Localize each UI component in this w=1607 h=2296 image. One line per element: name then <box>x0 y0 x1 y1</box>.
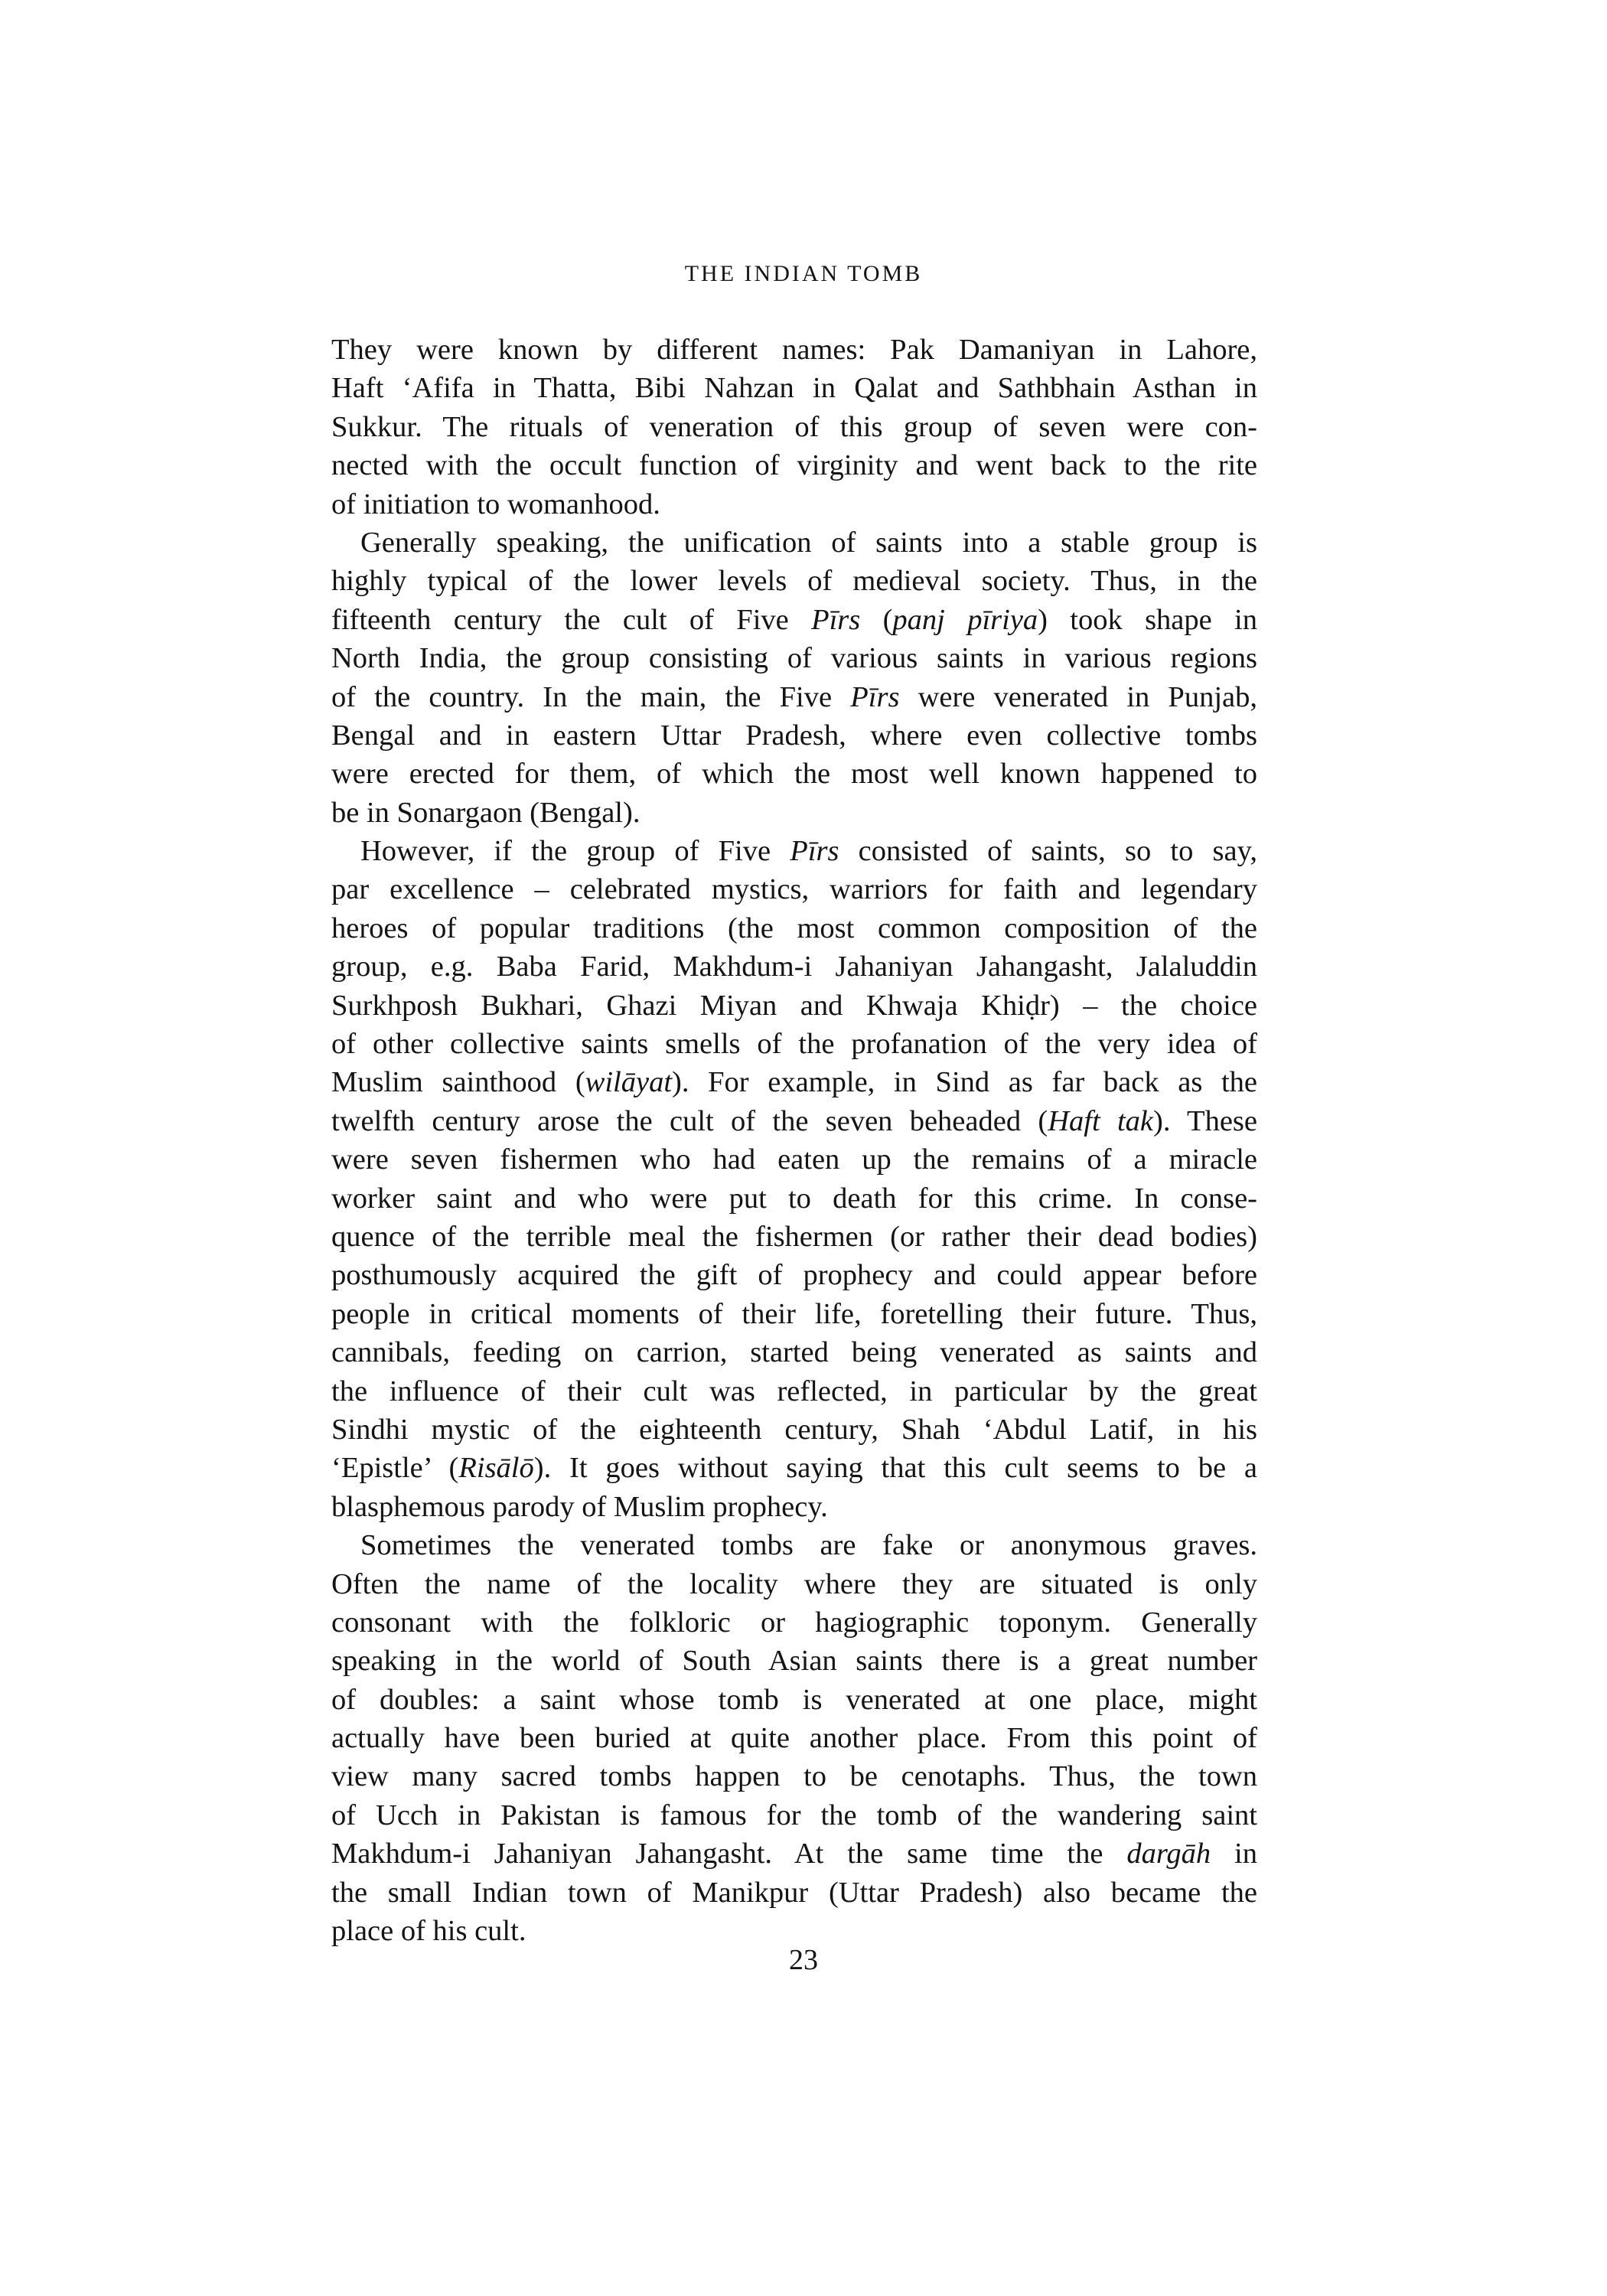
text-run: ( <box>860 603 893 636</box>
text-run: fifteenth century the cult of Five <box>331 603 812 636</box>
text-run: They were known by different names: Pak Damaniyan in Lahore, <box>331 334 1257 366</box>
text-line <box>331 1063 1257 1101</box>
text-run: Bengal and in eastern Uttar Pradesh, where even collective tombs <box>331 719 1257 752</box>
text-run: group, e.g. Baba Farid, Makhdum-i Jahaniyan Jahangasht, Jalaluddin <box>331 951 1257 983</box>
text-line <box>331 601 1257 639</box>
text-line <box>331 1757 1257 1795</box>
text-run: in <box>1211 1838 1257 1870</box>
text-line <box>331 1295 1257 1333</box>
text-line <box>331 909 1257 947</box>
text-run: were seven fishermen who had eaten up the remains of a miracle <box>331 1143 1257 1176</box>
text-line <box>331 1526 1257 1564</box>
text-line <box>331 331 1257 369</box>
text-run: be in Sonargaon (Bengal). <box>331 796 641 829</box>
text-run: Makhdum-i Jahaniyan Jahangasht. At the same time the <box>331 1838 1127 1870</box>
text-line <box>331 1025 1257 1063</box>
text-line <box>331 523 1257 562</box>
text-line <box>331 678 1257 716</box>
text-run: Often the name of the locality where they are situated is only <box>331 1567 1257 1600</box>
text-run: the small Indian town of Manikpur (Uttar Pradesh) also became the <box>331 1876 1257 1909</box>
text-run: Muslim sainthood ( <box>331 1066 585 1099</box>
text-line <box>331 1333 1257 1371</box>
italic-run: panj pīriya <box>892 603 1038 636</box>
text-line <box>331 446 1257 484</box>
text-line <box>331 1256 1257 1294</box>
text-run: of doubles: a saint whose tomb is venerated at one place, might <box>331 1683 1257 1716</box>
text-run: Sometimes the venerated tombs are fake or anonymous graves. <box>360 1529 1257 1562</box>
text-run: of initiation to womanhood. <box>331 488 660 520</box>
text-run: twelfth century arose the cult of the seven beheaded ( <box>331 1104 1048 1137</box>
text-line <box>331 1835 1257 1873</box>
text-run: consonant with the folkloric or hagiographic toponym. Generally <box>331 1606 1257 1639</box>
italic-run: Pīrs <box>850 680 900 713</box>
paragraph <box>331 1526 1257 1950</box>
text-run: of the country. In the main, the Five <box>331 680 851 713</box>
page-number: 23 <box>789 1944 818 1976</box>
paragraph <box>331 832 1257 1526</box>
text-line <box>331 369 1257 407</box>
text-run: were erected for them, of which the most well known happened to <box>331 758 1257 791</box>
text-line <box>331 1218 1257 1256</box>
text-run: of other collective saints smells of the profanation of the very idea of <box>331 1028 1257 1061</box>
text-line <box>331 562 1257 600</box>
text-line <box>331 1102 1257 1140</box>
text-line <box>331 1411 1257 1449</box>
italic-run: Pīrs <box>811 603 861 636</box>
text-run: ). These <box>1153 1104 1257 1137</box>
italic-run: wilāyat <box>585 1066 673 1099</box>
text-run: blasphemous parody of Muslim prophecy. <box>331 1490 828 1523</box>
body-text <box>331 331 1257 1950</box>
text-line <box>331 1719 1257 1757</box>
text-run: ) took shape in <box>1038 603 1257 636</box>
text-run: posthumously acquired the gift of prophecy and could appear before <box>331 1259 1257 1292</box>
text-line <box>331 794 1257 832</box>
running-head: THE INDIAN TOMB <box>684 261 923 286</box>
paragraph <box>331 331 1257 523</box>
text-run: of Ucch in Pakistan is famous for the tomb of the wandering saint <box>331 1799 1257 1831</box>
text-run: worker saint and who were put to death for this crime. In conse- <box>331 1182 1257 1215</box>
text-run: actually have been buried at quite another place. From this point of <box>331 1722 1257 1755</box>
text-line <box>331 1603 1257 1642</box>
text-line <box>331 1140 1257 1179</box>
text-line <box>331 870 1257 908</box>
text-run: people in critical moments of their life, foretelling their future. Thus, <box>331 1297 1257 1330</box>
text-run: highly typical of the lower levels of medieval society. Thus, in the <box>331 565 1257 598</box>
text-line <box>331 987 1257 1025</box>
text-line <box>331 1372 1257 1411</box>
text-line <box>331 485 1257 523</box>
text-run: consisted of saints, so to say, <box>839 835 1257 868</box>
text-run: ). For example, in Sind as far back as the <box>672 1066 1257 1099</box>
text-line <box>331 832 1257 870</box>
italic-run: Risālō <box>458 1452 534 1485</box>
italic-run: dargāh <box>1126 1838 1211 1870</box>
text-line <box>331 1796 1257 1835</box>
italic-run: Haft tak <box>1048 1104 1153 1137</box>
text-line <box>331 1488 1257 1526</box>
text-run: Surkhposh Bukhari, Ghazi Miyan and Khwaja Khiḍr) – the choice <box>331 989 1257 1022</box>
text-line <box>331 408 1257 446</box>
text-run: were venerated in Punjab, <box>899 680 1257 713</box>
text-run: However, if the group of Five <box>360 835 790 868</box>
text-run: quence of the terrible meal the fishermen (or rather their dead bodies) <box>331 1220 1257 1253</box>
text-run: Haft ‘Afifa in Thatta, Bibi Nahzan in Qalat and Sathbhain Asthan in <box>331 372 1257 405</box>
text-run: view many sacred tombs happen to be cenotaphs. Thus, the town <box>331 1760 1257 1793</box>
text-line <box>331 1449 1257 1487</box>
text-line <box>331 639 1257 677</box>
text-line <box>331 716 1257 755</box>
text-line <box>331 947 1257 986</box>
text-line <box>331 1642 1257 1680</box>
text-run: par excellence – celebrated mystics, warriors for faith and legendary <box>331 873 1257 906</box>
text-line <box>331 1874 1257 1912</box>
text-run: the influence of their cult was reflected, in particular by the great <box>331 1375 1257 1407</box>
italic-run: Pīrs <box>790 835 839 868</box>
text-line <box>331 1681 1257 1719</box>
text-run: Sukkur. The rituals of veneration of this group of seven were con- <box>331 410 1257 443</box>
paragraph <box>331 523 1257 832</box>
text-run: heroes of popular traditions (the most common composition of the <box>331 912 1257 944</box>
text-run: ). It goes without saying that this cult seems to be a <box>533 1452 1257 1485</box>
text-line <box>331 1179 1257 1218</box>
text-run: speaking in the world of South Asian saints there is a great number <box>331 1645 1257 1678</box>
text-run: North India, the group consisting of various saints in various regions <box>331 642 1257 675</box>
text-run: ‘Epistle’ ( <box>331 1452 459 1485</box>
text-line <box>331 755 1257 793</box>
text-line <box>331 1565 1257 1603</box>
text-run: cannibals, feeding on carrion, started being venerated as saints and <box>331 1336 1257 1369</box>
text-run: nected with the occult function of virginity and went back to the rite <box>331 449 1257 482</box>
text-run: Generally speaking, the unification of saints into a stable group is <box>360 526 1257 559</box>
text-run: Sindhi mystic of the eighteenth century, Shah ‘Abdul Latif, in his <box>331 1413 1257 1446</box>
text-run: place of his cult. <box>331 1915 526 1948</box>
